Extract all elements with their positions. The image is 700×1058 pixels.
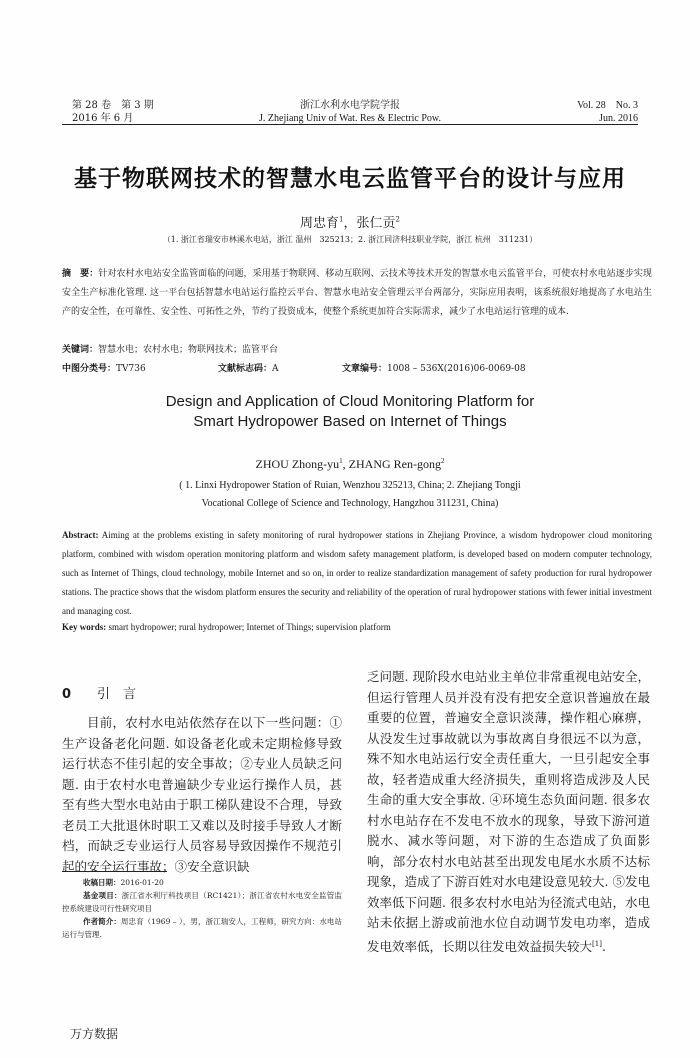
article-value: 1008 – 536X(2016)06-0069-08 xyxy=(387,364,526,374)
citation-ref: [1] xyxy=(592,939,602,948)
issue-date: 2016 年 6 月 xyxy=(72,113,134,124)
authors-cn xyxy=(0,212,700,231)
fund-label: 基金项目： xyxy=(83,891,122,900)
footnote-author xyxy=(62,915,342,941)
keywords-en-text: smart hydropower; rural hydropower; Internet of Things; supervision platform xyxy=(108,622,391,632)
issue-date-en: Jun. 2016 xyxy=(599,113,638,124)
body-left-text: 目前，农村水电站依然存在以下一些问题：①生产设备老化问题. 如设备老化或未定期检修导致运行状态不佳引起的安全事故；②专业人员缺乏问题. 由于农村水电普遍缺少专业运行操作人员，甚至有些大型水电站由于职工梯队建设不合理，导致老员工大批退休时职工又难以及时接手导致人才断档，而缺乏专业运行人员容易导致因操作不规范引起的安全运行事故；③安全意识缺 xyxy=(62,715,342,874)
keywords-en-label: Key words: xyxy=(62,622,107,632)
author-sep-en: , xyxy=(342,457,349,471)
footnote-rule xyxy=(62,871,167,872)
body-right-text: 乏问题. 现阶段水电站业主单位非常重视电站安全，但运行管理人员并没有没有把安全意识普遍放在最重要的位置，普遍安全意识淡薄，操作粗心麻痹，从没发生过事故就以为事故离自身很远不以为意，殊不知水电站运行安全责任重大，一旦引起安全事故，轻者造成重大经济损失，重则将造成涉及人民生命的重大安全事故. ④环境生态负面问题. 很多农村水电站存在不发电不放水的现象，导致下游河道脱水、减水等问题，对下游的生态造成了负面影响，部分农村水电站甚至出现发电尾水水质不达标现象，造成了下游百姓对水电建设意见较大. ⑤发电效率低下问题. 很多农村水电站为径流式电站，水电站未依据上游或前池水位自动调节发电功率，造成发电效率低，长期以往发电效益损失较大 xyxy=(367,669,650,954)
affiliation-en-line2: Vocational College of Science and Technology, Hangzhou 311231, China) xyxy=(201,498,499,509)
keywords-cn-label: 关键词： xyxy=(62,345,99,355)
article-label: 文章编号： xyxy=(342,364,388,374)
abstract-en xyxy=(62,526,652,621)
abstract-cn xyxy=(62,265,652,322)
footnote-received xyxy=(62,876,342,889)
header-rule xyxy=(62,124,638,125)
abstract-en-text: Aiming at the problems existing in safety monitoring of rural hydropower stations in Zhejiang Province, a wisdom hydropower cloud monitoring platform, combined with wisdom operation monitoring platform and wisdom safety management platform, is developed based on modern computer technology, such as Internet of Things, cloud technology, mobile Internet and so on, in order to realize standardization management of safety production for rural hydropower stations. The practice shows that the wisdom platform ensures the security and reliability of the operation of rural hydropower stations with fewer initial investment and managing cost. xyxy=(62,530,652,616)
journal-name-en: J. Zhejiang Univ of Wat. Res & Electric Pow. xyxy=(259,113,441,124)
body-right-column xyxy=(367,667,650,957)
volume-issue-en: Vol. 28 No. 3 xyxy=(577,100,638,111)
abstract-en-label: Abstract: xyxy=(62,530,99,540)
clc-value: TV736 xyxy=(116,364,146,374)
doc-label: 文献标志码： xyxy=(218,364,273,374)
author-bio-label: 作者简介： xyxy=(83,917,121,926)
header-center xyxy=(200,99,500,125)
fund-text: 浙江省水利厅科技项目（RC1421）；浙江省农村水电安全监管监控系统建设可行性研究项目 xyxy=(62,891,342,913)
header-right xyxy=(577,99,638,125)
keywords-en xyxy=(62,622,652,632)
received-date: 2016-01-20 xyxy=(120,878,164,887)
author-1-en: ZHOU Zhong-yu xyxy=(255,457,340,471)
doc-value: A xyxy=(272,364,279,374)
author-1-cn: 周忠育 xyxy=(300,216,340,231)
clc-label: 中图分类号： xyxy=(62,364,117,374)
affiliation-en xyxy=(0,477,700,513)
journal-name-cn: 浙江水利水电学院学报 xyxy=(300,100,400,111)
author-1-affil-en: 1 xyxy=(339,457,343,465)
paper-title-en-line2: Smart Hydropower Based on Internet of Things xyxy=(193,413,507,430)
abstract-cn-text: 针对农村水电站安全监管面临的问题，采用基于物联网、移动互联网、云技术等技术开发的智慧水电云监管平台，可使农村水电站逐步实现安全生产标准化管理. 这一平台包括智慧水电站运行监控云平台、智慧水电站安全管理云平台两部分，实际应用表明，该系统很好地提高了水电站生产的安全性，在可靠性、安全性、可拓性之外，节约了投资成本，使整个系统更加符合实际需求，减少了水电站运行管理的成本. xyxy=(62,269,652,317)
paper-title-en xyxy=(0,392,700,432)
author-2-affil-en: 2 xyxy=(440,457,445,465)
body-left-column xyxy=(62,713,342,877)
authors-en xyxy=(0,457,700,472)
paper-title-cn: 基于物联网技术的智慧水电云监管平台的设计与应用 xyxy=(74,166,626,192)
doc-code xyxy=(218,361,279,374)
affiliation-cn: （1. 浙江省瑞安市林溪水电站，浙江 温州 325213；2. 浙江同济科技职业学院，浙江 杭州 311231） xyxy=(162,235,538,244)
author-bio-text: 周忠育（1969 – ），男，浙江瑞安人，工程师，研究方向：水电站运行与管理. xyxy=(62,917,343,939)
section-heading xyxy=(62,683,136,702)
paper-title-en-line1: Design and Application of Cloud Monitoring Platform for xyxy=(165,393,535,410)
footnote-fund xyxy=(62,889,342,915)
section-number: 0 xyxy=(62,687,72,702)
keywords-cn-text: 智慧水电；农村水电；物联网技术；监管平台 xyxy=(98,345,279,355)
header-left xyxy=(72,99,154,125)
affiliation-en-line1: ( 1. Linxi Hydropower Station of Ruian, Wenzhou 325213, China; 2. Zhejiang Tongji xyxy=(179,480,521,491)
footnotes xyxy=(62,876,342,941)
article-number xyxy=(342,361,526,374)
body-right-end: . xyxy=(601,938,606,954)
watermark: 万方数据 xyxy=(70,1027,119,1041)
received-label: 收稿日期： xyxy=(83,878,121,887)
author-sep-cn: ， xyxy=(343,216,357,231)
section-title: 引 言 xyxy=(97,687,137,702)
author-2-cn: 张仁贡 xyxy=(356,216,396,231)
abstract-cn-label: 摘 要： xyxy=(62,269,99,279)
clc-number xyxy=(62,361,146,374)
author-1-affil-cn: 1 xyxy=(339,215,344,224)
author-2-en: ZHANG Ren-gong xyxy=(348,457,441,471)
volume-issue: 第 28 卷 第 3 期 xyxy=(72,100,154,111)
keywords-cn xyxy=(62,342,278,355)
author-2-affil-cn: 2 xyxy=(395,215,400,224)
